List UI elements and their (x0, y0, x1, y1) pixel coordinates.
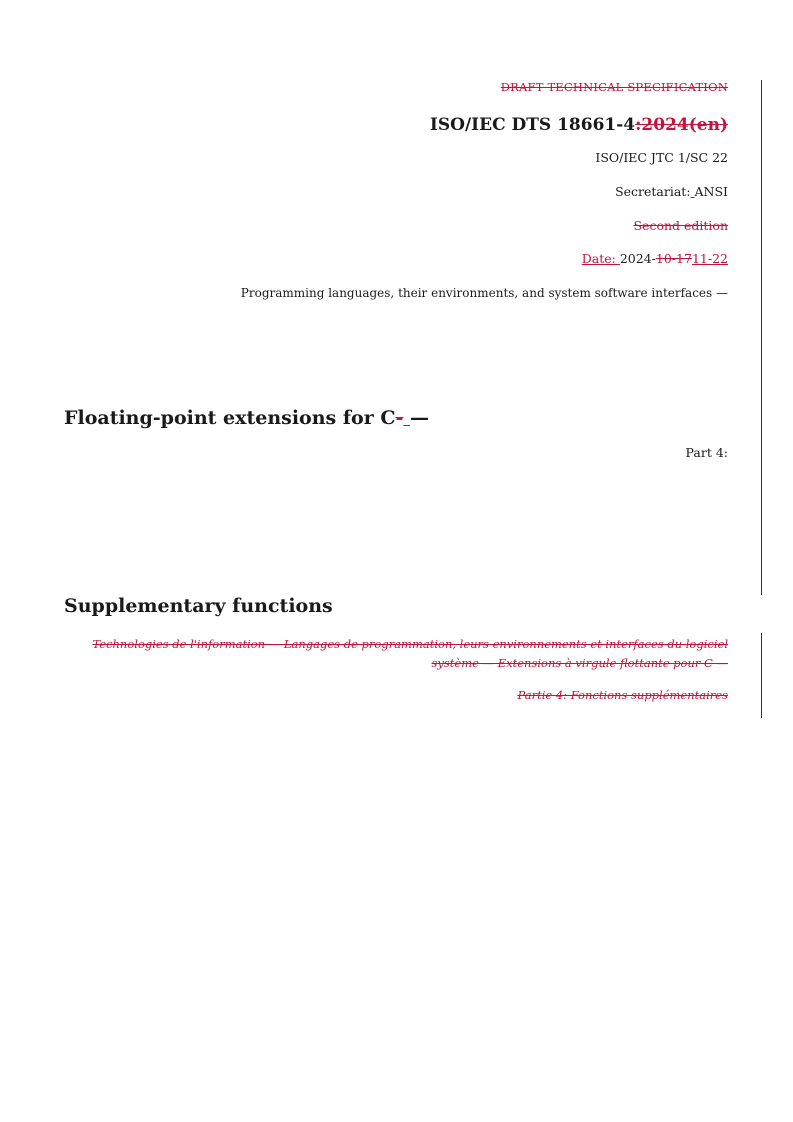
main-title-suffix: — (409, 407, 429, 429)
draft-label: DRAFT TECHNICAL SPECIFICATION (500, 80, 728, 94)
change-bar (761, 633, 762, 718)
part-label: Part 4: (685, 445, 728, 460)
committee: ISO/IEC JTC 1/SC 22 (595, 150, 728, 165)
main-title-deleted: - (395, 407, 404, 429)
secretariat-label: Secretariat: (615, 184, 691, 199)
main-title-inserted (403, 407, 410, 429)
date-deleted: 10-17 (655, 251, 692, 266)
date-year: 2024- (619, 251, 656, 266)
date-line (582, 251, 728, 266)
sub-title: Supplementary functions (64, 595, 333, 617)
secretariat (615, 184, 728, 199)
document-id-deleted: :2024(en) (635, 115, 728, 135)
document-id (430, 115, 728, 135)
french-title: Technologies de l'information — Langages de programmation, leurs environnements et interfaces du logiciel système — Extensions à virgule flottante pour C — (92, 637, 728, 670)
date-label: Date: (581, 251, 620, 266)
main-title (64, 407, 429, 429)
secretariat-value: ANSI (694, 184, 728, 199)
main-title-prefix: Floating-point extensions for C (64, 407, 396, 429)
date-inserted: 11-22 (691, 251, 728, 266)
edition: Second edition (633, 218, 728, 233)
document-id-main: ISO/IEC DTS 18661-4 (429, 115, 636, 135)
french-part: Partie 4: Fonctions supplémentaires (517, 688, 728, 702)
change-bar (761, 80, 762, 595)
intro-title-line: Programming languages, their environments, and system software interfaces — (240, 286, 728, 300)
